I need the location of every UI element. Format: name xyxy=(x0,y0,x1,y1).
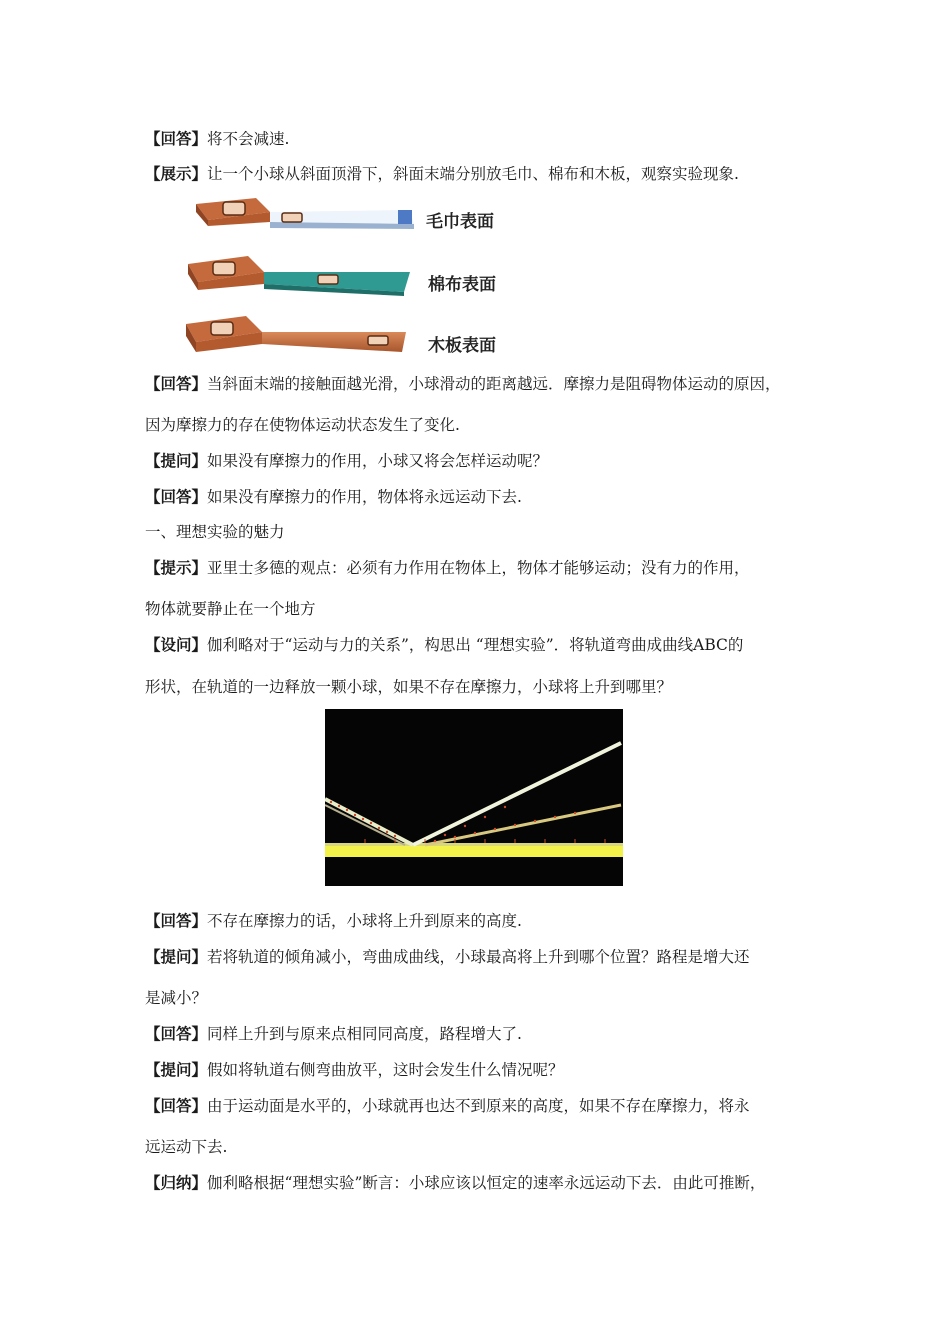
text-line xyxy=(145,988,207,1008)
line-text: 一、理想实验的魅力 xyxy=(145,523,285,541)
text-line xyxy=(145,487,522,507)
section-heading xyxy=(145,522,285,542)
text-line xyxy=(145,1024,522,1044)
line-tag: 【回答】 xyxy=(145,487,208,506)
text-line xyxy=(145,911,522,931)
line-tag: 【提问】 xyxy=(145,1060,208,1079)
line-text: 假如将轨道右侧弯曲放平，这时会发生什么情况呢？ xyxy=(207,1061,564,1079)
line-text: 亚里士多德的观点：必须有力作用在物体上，物体才能够运动；没有力的作用， xyxy=(207,559,750,577)
line-tag: 【提问】 xyxy=(145,947,208,966)
towel-ramp xyxy=(196,198,494,232)
line-tag: 【展示】 xyxy=(145,164,208,183)
wood-ramp xyxy=(186,316,496,356)
text-line xyxy=(145,451,548,471)
line-tag: 【回答】 xyxy=(145,374,208,393)
text-line xyxy=(145,1173,765,1193)
text-line xyxy=(145,129,289,149)
line-tag: 【回答】 xyxy=(145,1024,208,1043)
line-tag: 【提问】 xyxy=(145,451,208,470)
line-tag: 【回答】 xyxy=(145,911,208,930)
line-text: 若将轨道的倾角减小，弯曲成曲线，小球最高将上升到哪个位置？路程是增大还 xyxy=(207,948,750,966)
line-tag: 【回答】 xyxy=(145,129,208,148)
line-text: 是减小？ xyxy=(145,989,208,1007)
text-line xyxy=(145,947,750,967)
line-text: 由于运动面是水平的，小球就再也达不到原来的高度，如果不存在摩擦力，将永 xyxy=(207,1097,750,1115)
line-text: 不存在摩擦力的话，小球将上升到原来的高度. xyxy=(207,912,522,930)
line-text: 远运动下去. xyxy=(145,1138,228,1156)
line-text: 同样上升到与原来点相同同高度，路程增大了. xyxy=(207,1025,522,1043)
text-line xyxy=(145,415,460,435)
wood-label: 木板表面 xyxy=(428,336,496,356)
line-text: 伽利略对于“运动与力的关系”，构思出 “理想实验”．将轨道弯曲成曲线ABC的 xyxy=(207,636,744,654)
cotton-ramp xyxy=(188,256,496,296)
text-line xyxy=(145,677,672,697)
text-line xyxy=(145,635,743,655)
galileo-track-figure xyxy=(325,709,623,886)
line-tag: 【设问】 xyxy=(145,635,208,654)
text-line xyxy=(145,1060,564,1080)
text-line xyxy=(145,599,316,619)
text-line xyxy=(145,164,739,184)
line-text: 如果没有摩擦力的作用，物体将永远运动下去. xyxy=(207,488,522,506)
line-text: 让一个小球从斜面顶滑下，斜面末端分别放毛巾、棉布和木板，观察实验现象. xyxy=(207,165,739,183)
line-text: 物体就要静止在一个地方 xyxy=(145,600,316,618)
line-tag: 【提示】 xyxy=(145,558,208,577)
ramp-surfaces-figure xyxy=(178,192,508,360)
line-text: 因为摩擦力的存在使物体运动状态发生了变化. xyxy=(145,416,460,434)
line-tag: 【归纳】 xyxy=(145,1173,208,1192)
text-line xyxy=(145,1137,227,1157)
line-text: 形状，在轨道的一边释放一颗小球，如果不存在摩擦力，小球将上升到哪里？ xyxy=(145,678,673,696)
towel-label: 毛巾表面 xyxy=(426,212,494,232)
cotton-label: 棉布表面 xyxy=(428,275,496,295)
line-text: 将不会减速. xyxy=(207,130,290,148)
text-line xyxy=(145,558,750,578)
text-line xyxy=(145,374,781,394)
line-text: 如果没有摩擦力的作用，小球又将会怎样运动呢？ xyxy=(207,452,549,470)
text-line xyxy=(145,1096,750,1116)
line-tag: 【回答】 xyxy=(145,1096,208,1115)
line-text: 伽利略根据“理想实验”断言：小球应该以恒定的速率永远运动下去．由此可推断， xyxy=(207,1174,766,1192)
line-text: 当斜面末端的接触面越光滑，小球滑动的距离越远．摩擦力是阻碍物体运动的原因， xyxy=(207,375,781,393)
